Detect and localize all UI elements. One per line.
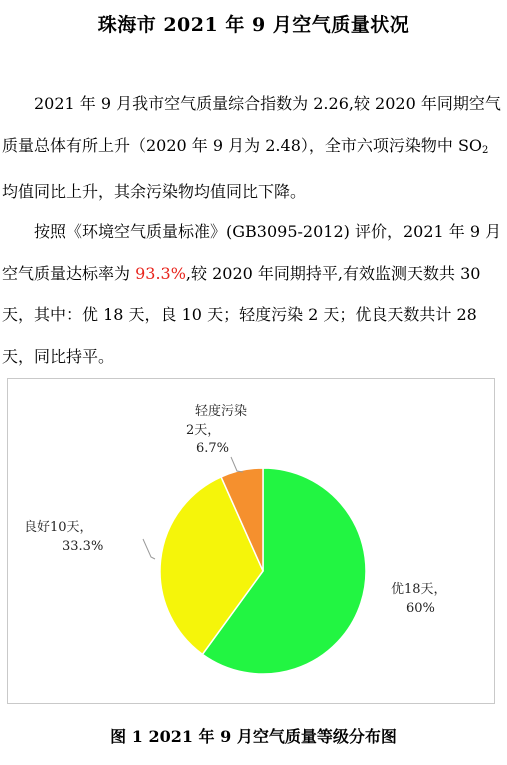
paragraph-compliance-text-after: ,较 2020 年同期持平,有效监测天数共 30 天，其中：优 18 天，良 10 天；轻度污染 2 天；优良天数共计 28 天，同比持平。 [2, 263, 481, 366]
so2-subscript: 2 [482, 144, 489, 156]
air-quality-pie-chart [8, 379, 496, 705]
leader-line-good [143, 539, 155, 559]
pie-label-good-percent: 33.3% [62, 539, 104, 554]
compliance-rate-highlight: 93.3% [135, 263, 186, 283]
pie-label-light-pollution-percent: 6.7% [196, 441, 230, 456]
pie-chart-frame [7, 378, 495, 704]
pie-label-excellent-name: 优18天， [391, 582, 447, 597]
paragraph-compliance-rate [2, 211, 502, 377]
pie-label-light-pollution-name: 轻度污染 [194, 404, 248, 419]
pie-label-excellent-percent: 60% [406, 601, 435, 616]
page-title: 珠海市 2021 年 9 月空气质量状况 [97, 14, 410, 36]
pie-label-light-pollution-days: 2天， [186, 423, 221, 438]
pie-label-good-name: 良好10天， [24, 520, 93, 535]
paragraph-compliance-text-before: 按照《环境空气质量标准》(GB3095-2012) 评价，2021 年 9 月空气质量达标率为 [2, 222, 502, 283]
paragraph-aqi-summary: 2021 年 9 月我市空气质量综合指数为 2.26,较 2020 年同期空气质量总体有所上升（2020 年 9 月为 2.48），全市六项污染物中 $SO_2$均值同比上升，其余污染物均值同比下降。 [2, 94, 501, 201]
figure-caption: 图 1 2021 年 9 月空气质量等级分布图 [110, 727, 397, 746]
